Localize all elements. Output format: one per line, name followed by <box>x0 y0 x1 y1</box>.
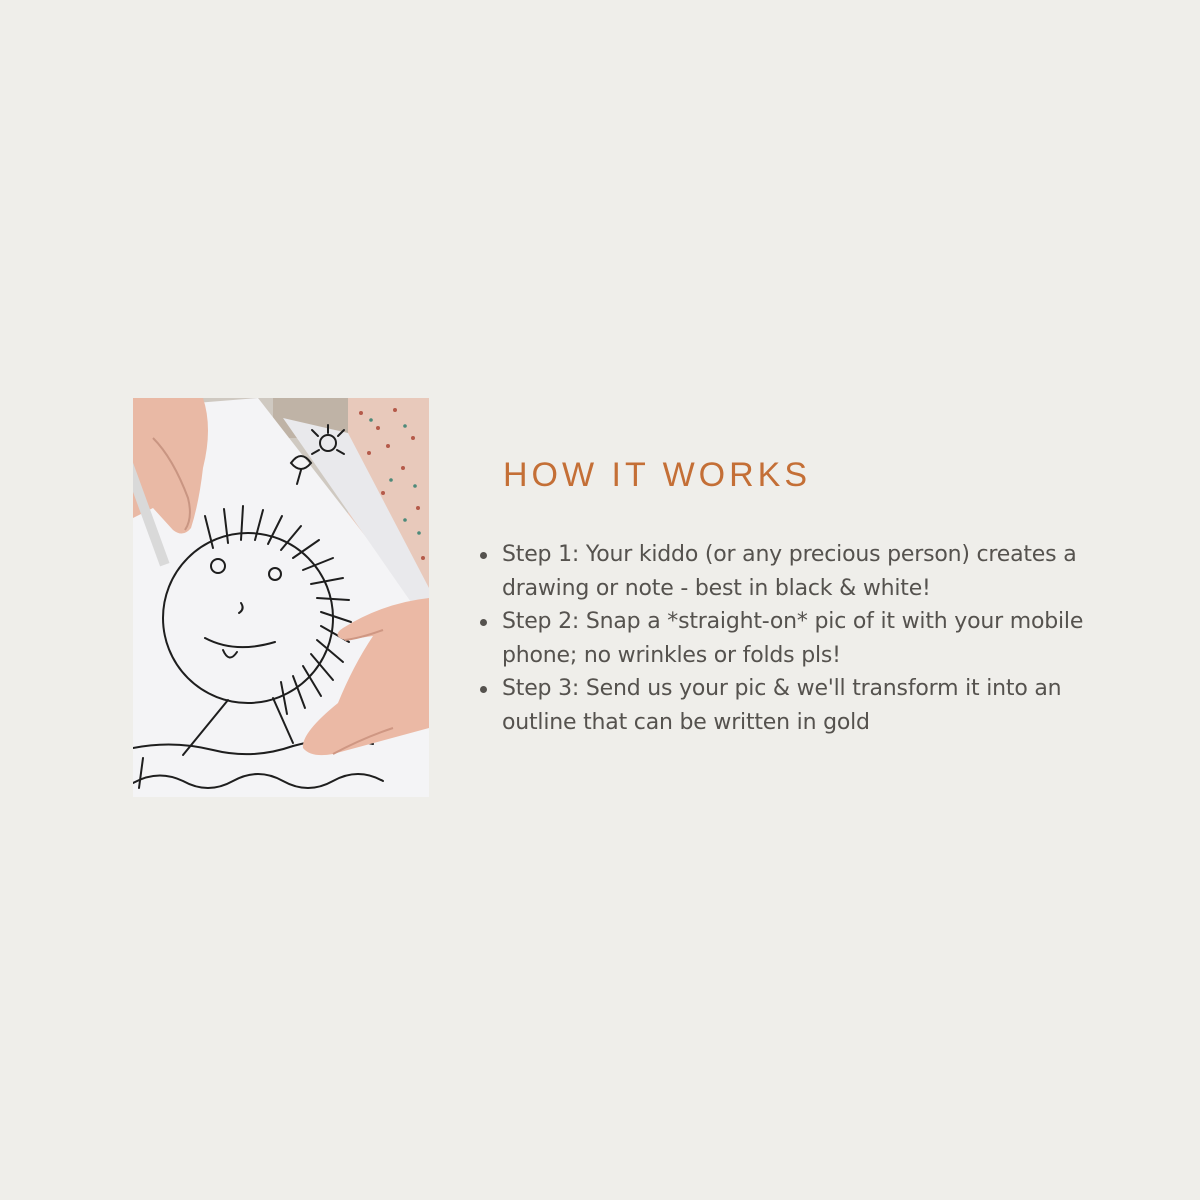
steps-list <box>480 538 1100 739</box>
bullet-icon <box>480 552 487 559</box>
bullet-icon <box>480 619 487 626</box>
bullet-icon <box>480 686 487 693</box>
list-item <box>480 538 1100 605</box>
step-text: Step 3: Send us your pic & we'll transform it into an outline that can be written in gold <box>502 676 1062 735</box>
list-item <box>480 672 1100 739</box>
child-drawing-photo <box>133 398 429 797</box>
list-item <box>480 605 1100 672</box>
step-text: Step 1: Your kiddo (or any precious person) creates a drawing or note - best in black & white! <box>502 542 1077 601</box>
step-text: Step 2: Snap a *straight-on* pic of it with your mobile phone; no wrinkles or folds pls! <box>502 609 1084 668</box>
section-title: HOW IT WORKS <box>503 456 812 494</box>
